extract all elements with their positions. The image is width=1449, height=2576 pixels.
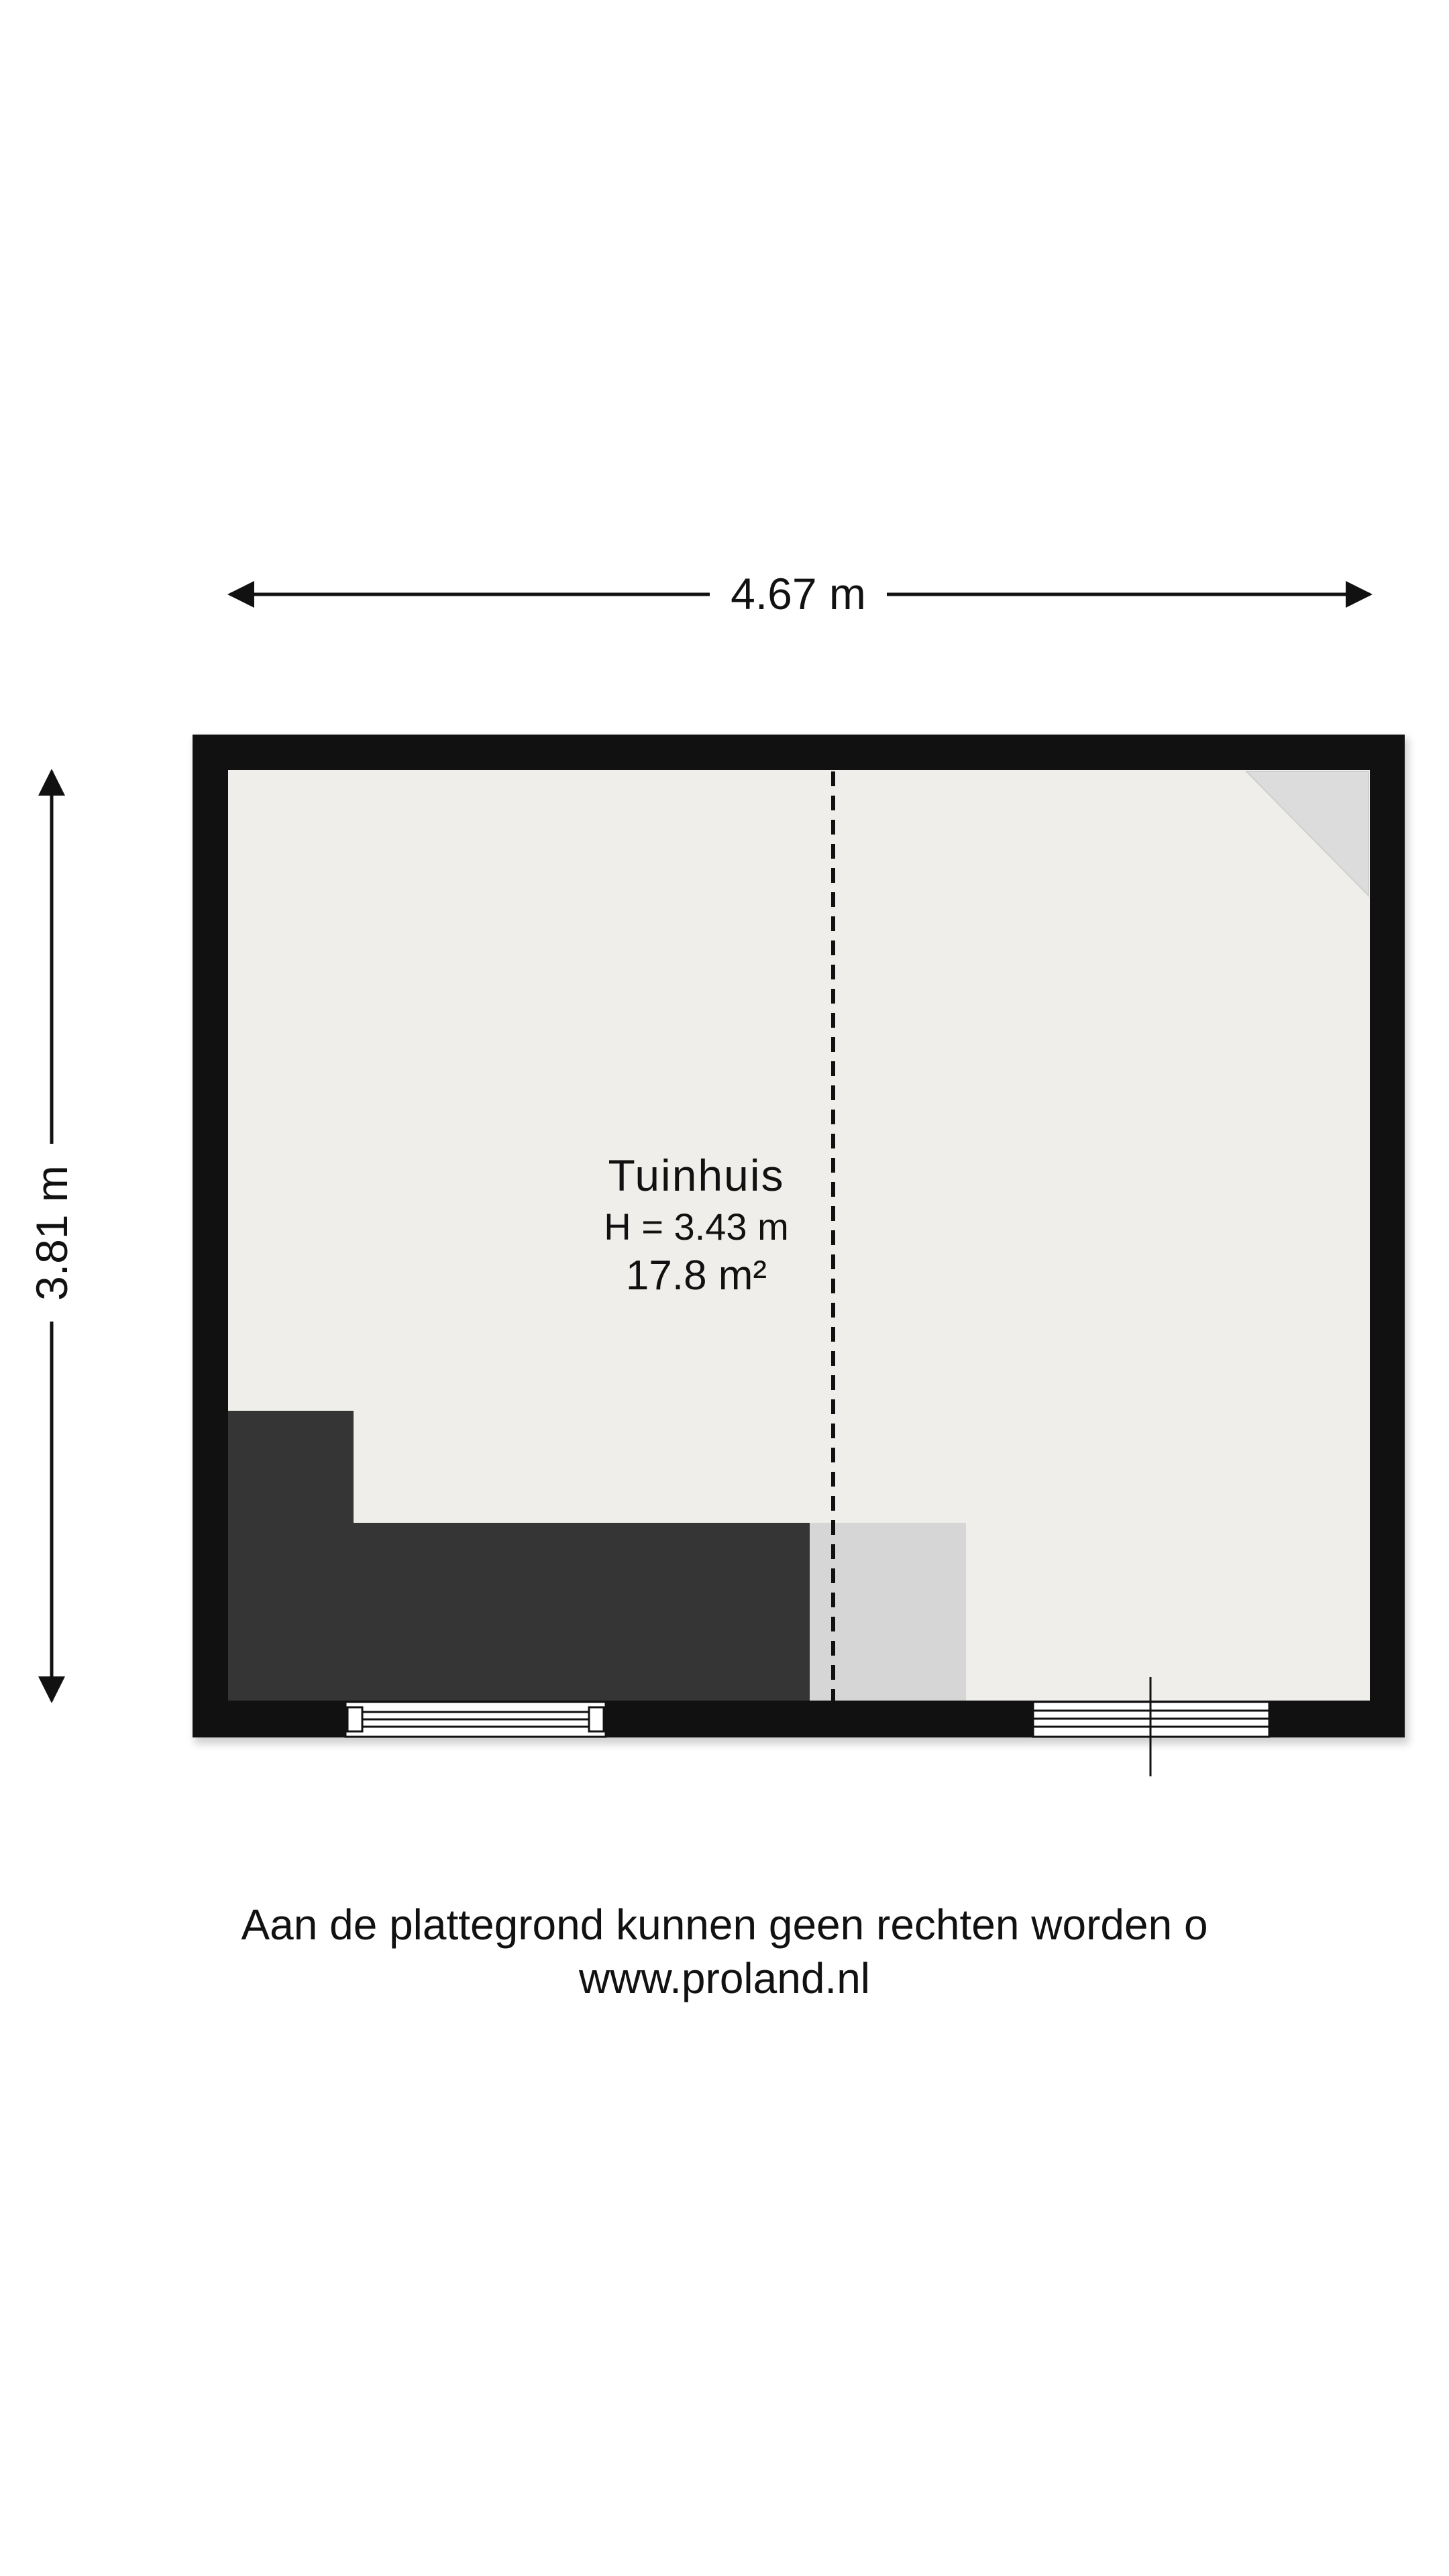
counter-main-block <box>354 1523 810 1701</box>
room-height: H = 3.43 m <box>604 1205 789 1248</box>
room-area: 17.8 m² <box>625 1252 767 1299</box>
room-name: Tuinhuis <box>608 1150 785 1200</box>
width-dimension-label: 4.67 m <box>731 569 866 619</box>
window-left <box>345 1702 606 1737</box>
height-dimension <box>27 771 76 1701</box>
counter-left-block <box>228 1411 354 1701</box>
width-dimension <box>230 569 1370 619</box>
website-link[interactable]: www.proland.nl <box>579 1954 870 2002</box>
disclaimer-line: Aan de plattegrond kunnen geen rechten worden o <box>241 1900 1208 1949</box>
height-dimension-label: 3.81 m <box>27 1165 76 1301</box>
